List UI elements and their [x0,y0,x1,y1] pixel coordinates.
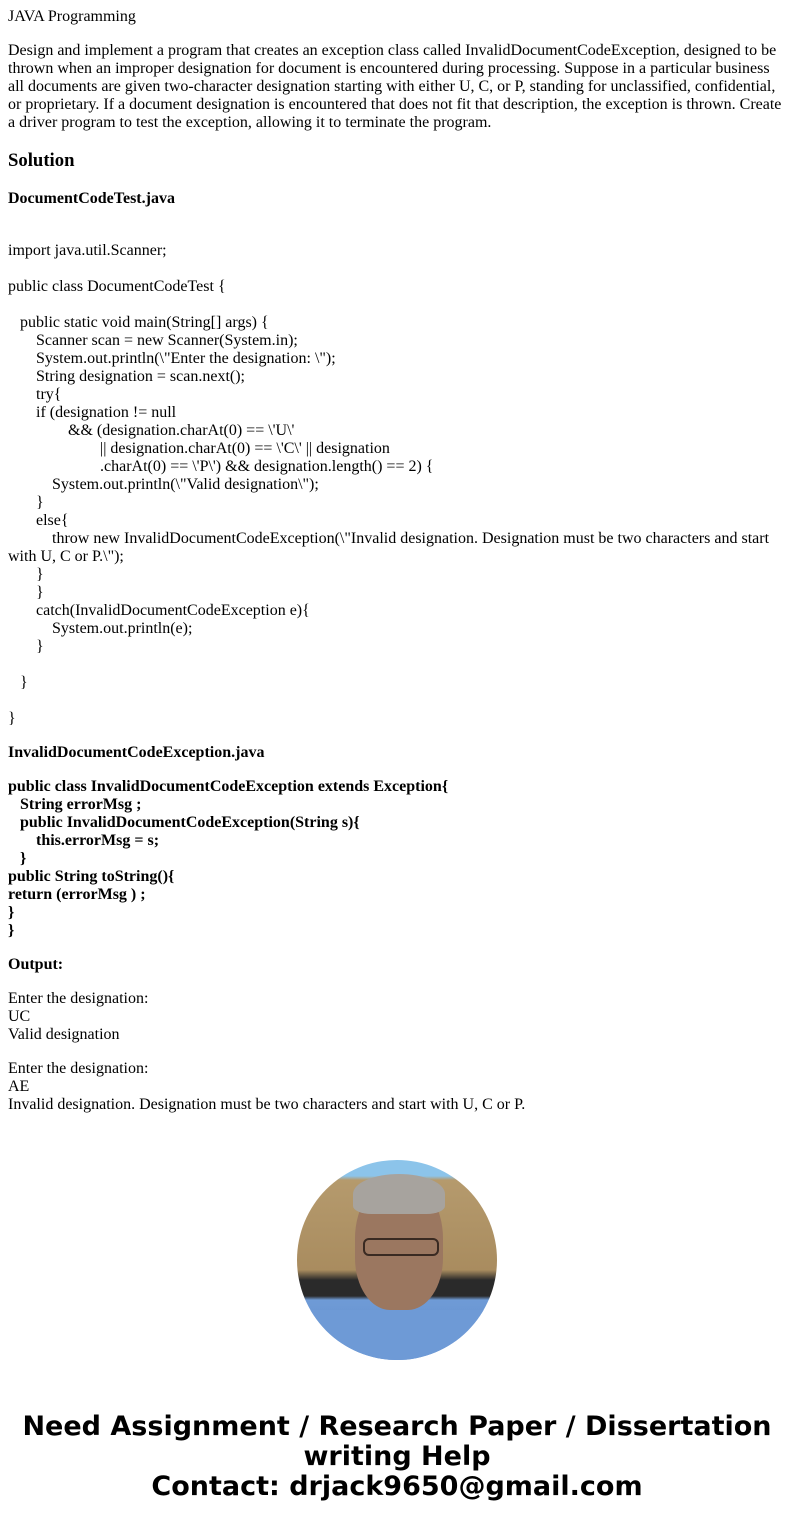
code-line: Scanner scan = new Scanner(System.in); [8,332,298,349]
output-line: UC [8,1008,31,1025]
code-line: } [8,850,27,867]
output-line: Enter the designation: [8,1060,149,1077]
output-line: Invalid designation. Designation must be two characters and start with U, C or P. [8,1096,526,1113]
file2-name: InvalidDocumentCodeException.java [8,744,265,761]
code-line: } [8,566,44,583]
code-line: System.out.println(e); [8,620,193,637]
code-line: System.out.println(\"Valid designation\"); [8,476,319,493]
output-label: Output: [8,956,64,973]
file2-code [8,778,786,940]
footer-line1: Need Assignment / Research Paper / Dissertation writing Help [22,1411,772,1472]
code-line: public InvalidDocumentCodeException(String s){ [8,814,360,831]
code-line: } [8,674,28,691]
code-line: return (errorMsg ) ; [8,886,146,903]
file1-name: DocumentCodeTest.java [8,190,175,207]
code-line: public class InvalidDocumentCodeException extends Exception{ [8,778,449,795]
code-line: } [8,494,44,511]
code-line [8,692,786,710]
code-line: throw new InvalidDocumentCodeException(\"Invalid designation. Designation must be two characters and start with U, C or P.\"); [8,530,774,565]
code-line: catch(InvalidDocumentCodeException e){ [8,602,310,619]
contact-banner [8,1412,786,1502]
code-line [8,224,786,242]
code-line [8,656,786,674]
code-line [8,296,786,314]
code-line: else{ [8,512,69,529]
output-line: AE [8,1078,30,1095]
code-line [8,260,786,278]
code-line: System.out.println(\"Enter the designation: \"); [8,350,336,367]
code-line: String designation = scan.next(); [8,368,245,385]
footer-line2: Contact: drjack9650@gmail.com [151,1471,643,1502]
output-line: Valid designation [8,1026,120,1043]
code-line: public class DocumentCodeTest { [8,278,226,295]
code-line: || designation.charAt(0) == \'C\' || designation [8,440,390,457]
code-line: if (designation != null [8,404,177,421]
code-line: } [8,922,15,939]
page-title: JAVA Programming [8,8,136,25]
code-line: } [8,904,15,921]
code-line: public static void main(String[] args) { [8,314,269,331]
code-line: } [8,638,44,655]
code-line: this.errorMsg = s; [8,832,160,849]
output-block [8,1060,786,1114]
solution-heading: Solution [8,150,75,171]
code-line: && (designation.charAt(0) == \'U\' [8,422,295,439]
output-block [8,990,786,1044]
code-line: } [8,710,16,727]
output-section [8,990,786,1114]
output-line: Enter the designation: [8,990,149,1007]
author-avatar [297,1160,497,1360]
code-line: } [8,584,44,601]
code-line: .charAt(0) == \'P\') && designation.length() == 2) { [8,458,434,475]
code-line: String errorMsg ; [8,796,142,813]
code-line: public String toString(){ [8,868,175,885]
file1-code [8,224,786,728]
code-line: import java.util.Scanner; [8,242,167,259]
question-text: Design and implement a program that creates an exception class called InvalidDocumentCodeException, designed to be thrown when an improper designation for document is encountered during processing. Suppose in a particular business all documents are given two-character designation starting with either U, C, or P, standing for unclassified, confidential, or proprietary. If a document designation is encountered that does not fit that description, the exception is thrown. Create a driver program to test the exception, allowing it to terminate the program. [8,42,782,131]
code-line: try{ [8,386,62,403]
